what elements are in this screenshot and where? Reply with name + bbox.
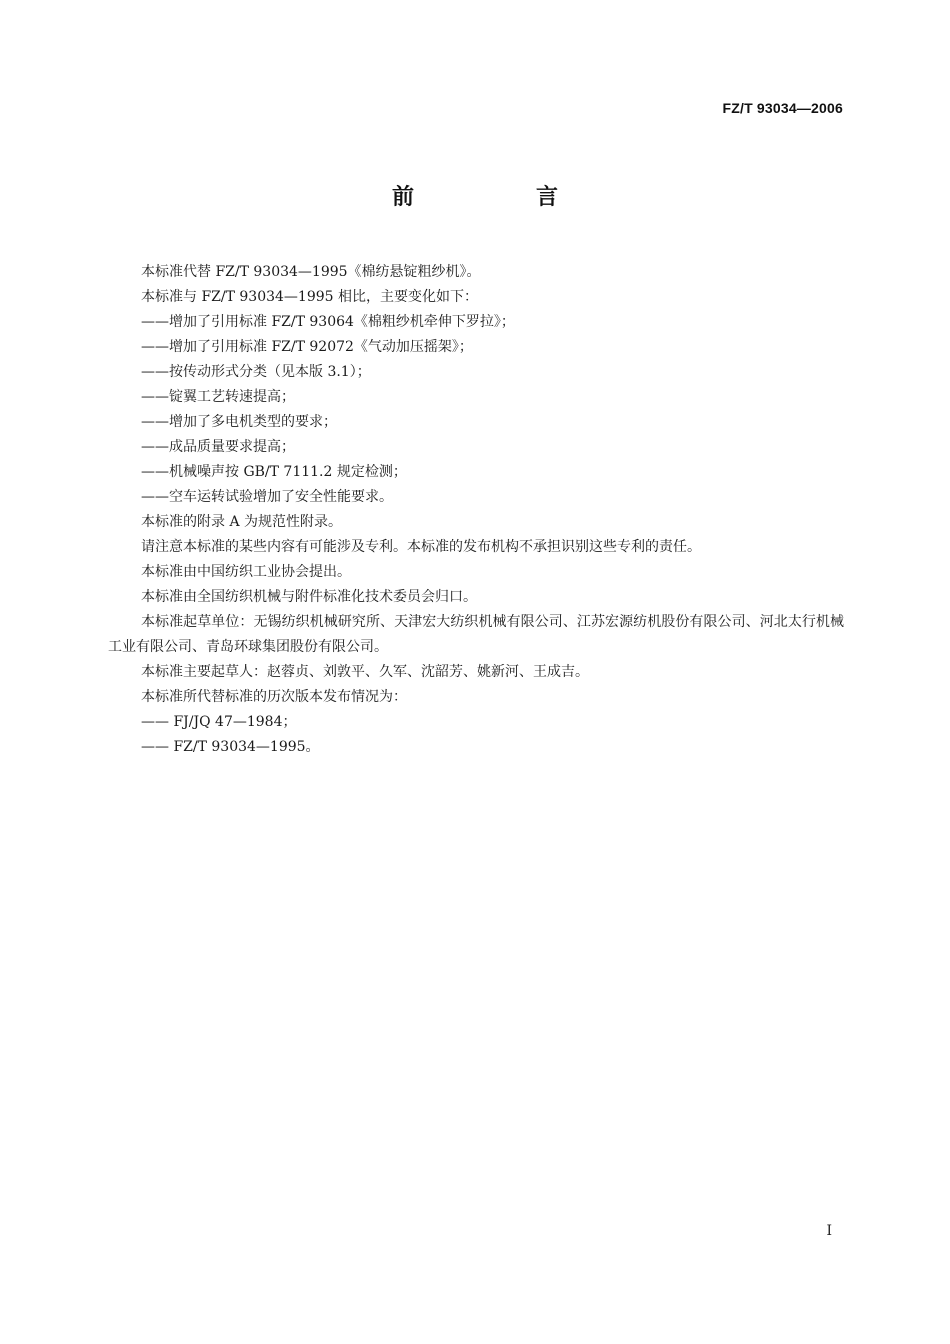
list-item: —— FJ/JQ 47—1984； <box>141 714 297 730</box>
list-item: ——机械噪声按 GB/T 7111.2 规定检测； <box>141 464 407 480</box>
list-item: ——增加了引用标准 FZ/T 92072《气动加压摇架》； <box>141 339 473 355</box>
list-item: ——按传动形式分类（见本版 3.1）； <box>141 364 371 380</box>
paragraph: 本标准与 FZ/T 93034—1995 相比，主要变化如下： <box>141 289 479 305</box>
paragraph: 本标准主要起草人：赵蓉贞、刘敦平、久军、沈韶芳、姚新河、王成吉。 <box>141 664 589 680</box>
paragraph: 本标准代替 FZ/T 93034—1995《棉纺悬锭粗纱机》。 <box>141 264 481 280</box>
page-number: I <box>826 1223 832 1239</box>
list-item: —— FZ/T 93034—1995。 <box>141 739 320 755</box>
paragraph: 本标准由全国纺织机械与附件标准化技术委员会归口。 <box>141 589 477 605</box>
list-item: ——成品质量要求提高； <box>141 439 295 455</box>
list-item: ——增加了引用标准 FZ/T 93064《棉粗纱机牵伸下罗拉》； <box>141 314 515 330</box>
standard-code: FZ/T 93034—2006 <box>722 100 843 116</box>
list-item: ——锭翼工艺转速提高； <box>141 389 295 405</box>
list-item: ——增加了多电机类型的要求； <box>141 414 337 430</box>
list-item: ——空车运转试验增加了安全性能要求。 <box>141 489 393 505</box>
paragraph: 本标准的附录 A 为规范性附录。 <box>141 514 343 530</box>
paragraph: 本标准由中国纺织工业协会提出。 <box>141 564 351 580</box>
page-title: 前 言 <box>391 185 608 210</box>
paragraph: 本标准所代替标准的历次版本发布情况为： <box>141 689 407 705</box>
foreword-body <box>108 260 844 760</box>
paragraph: 本标准起草单位：无锡纺织机械研究所、天津宏大纺织机械有限公司、江苏宏源纺机股份有限公司、河北太行机械工业有限公司、青岛环球集团股份有限公司。 <box>108 614 844 655</box>
paragraph: 请注意本标准的某些内容有可能涉及专利。本标准的发布机构不承担识别这些专利的责任。 <box>141 539 701 555</box>
